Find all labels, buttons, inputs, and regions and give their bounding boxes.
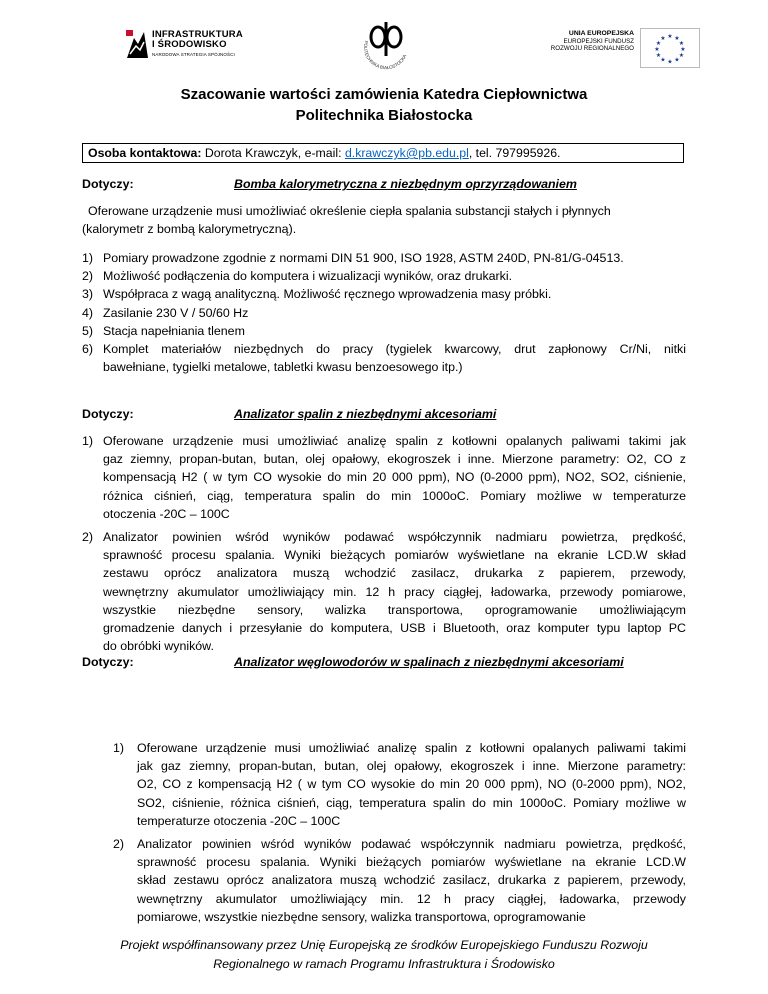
contact-phone: , tel. 797995926.	[468, 146, 561, 160]
list-item-text: Analizator powinien wśród wyników podawać współczynnik nadmiaru powietrza, prędkość,	[103, 530, 686, 544]
list-item-text: jak gaz ziemny, propan-butan, butan, olej opałowy, ekogroszek i inne. Mierzone parametry:	[137, 759, 686, 774]
list-item-number: 2)	[82, 269, 94, 284]
header-logos	[0, 0, 768, 80]
page-title: Szacowanie wartości zamówienia Katedra Ciepłownictwa	[180, 86, 588, 103]
list-item-text: skład zestawu oprócz analizatora muszą wchodzić zasilacz, drukarka z papierem, przewody,	[137, 873, 686, 888]
footer-line-1: Projekt współfinansowany przez Unię Europejską ze środków Europejskiego Funduszu Rozwoju	[120, 938, 648, 952]
contact-box	[82, 143, 684, 163]
svg-text:★: ★	[667, 33, 673, 40]
infrastruktura-subtitle: NARODOWA STRATEGIA SPÓJNOŚCI	[152, 52, 235, 57]
list-item-text: wewnętrzny akumulator umożliwiający min. 12 h pracy ciągłej, ładowarka, przewody pomiarowe,	[103, 584, 686, 599]
list-item-text: różnica ciśnień, ciąg, temperatura spalin do min 1000oC. Pomiary możliwe w temperaturze	[103, 488, 686, 503]
list-item-text: sprawność procesu spalania. Wyniki bieżących pomiarów wyświetlane na ekranie LCD.W	[137, 855, 686, 870]
infrastruktura-logo	[124, 28, 244, 68]
svg-text:★: ★	[655, 52, 662, 59]
list-item-text: Możliwość podłączenia do komputera i wizualizacji wyników, oraz drukarki.	[103, 269, 513, 284]
svg-text:★: ★	[678, 40, 685, 47]
section2-label: Dotyczy:	[82, 407, 134, 421]
list-item-number: 1)	[82, 434, 94, 448]
list-item-number: 3)	[82, 287, 94, 302]
list-item-number: 1)	[82, 251, 94, 265]
list-item-text: otoczenia -20C – 100C	[103, 506, 230, 521]
svg-text:★: ★	[655, 40, 662, 47]
list-item-text: Oferowane urządzenie musi umożliwiać analizę spalin z kotłowni opalanych paliwami takimi	[137, 741, 686, 755]
list-item-number: 4)	[82, 305, 94, 320]
list-item-text: pomiarowe, wszystkie niezbędne sensory, walizka transportowa, oprogramowanie	[137, 909, 586, 924]
page-subtitle: Politechnika Białostocka	[295, 107, 473, 124]
list-item-text: wewnętrzny akumulator umożliwiający min. 12 h pracy ciągłej, ładowarka, przewody	[137, 891, 686, 906]
eu-logo	[540, 28, 700, 68]
politechnika-logo	[356, 18, 416, 76]
list-item-number: 6)	[82, 342, 94, 356]
list-item-text: sprawność procesu spalania. Wyniki bieżących pomiarów wyświetlane na ekranie LCD.W skład	[103, 548, 686, 563]
list-item-text: Analizator powinien wśród wyników podawać współczynnik nadmiaru powietrza, prędkość,	[137, 837, 686, 851]
infrastruktura-emblem-icon	[124, 28, 150, 62]
list-item-text: temperaturze otoczenia -20C – 100C	[137, 813, 341, 828]
svg-text:★: ★	[674, 35, 680, 42]
svg-text:★: ★	[660, 56, 666, 64]
list-item-text: SO2, ciśnienie, różnica ciśnień, ciąg, temperatura spalin do min 1000oC. Pomiary możliwe w	[137, 795, 686, 810]
section2-subject: Analizator spalin z niezbędnymi akcesoriami	[234, 407, 497, 421]
list-item-text: kompensacją H2 ( w tym CO wysokie do min 20 000 ppm), NO (0-2000 ppm), NO2, SO2, ciśnienie,	[103, 470, 686, 485]
svg-text:★: ★	[667, 58, 673, 66]
list-item-text: Stacja napełniania tlenem	[103, 323, 245, 338]
list-item-text: gaz ziemny, propan-butan, butan, olej opałowy, ekogroszek i inne. Mierzone parametry: O2, CO z	[103, 452, 686, 467]
pb-ring-text: POLITECHNIKA BIAŁOSTOCKA	[362, 40, 408, 71]
list-item-text: Komplet materiałów niezbędnych do pracy (tygielek kwarcowy, drut zapłonowy Cr/Ni, nitki	[103, 342, 686, 356]
list-item-text: Oferowane urządzenie musi umożliwiać analizę spalin z kotłowni opalanych paliwami takimi jak	[103, 434, 686, 448]
section3-label: Dotyczy:	[82, 655, 134, 669]
svg-text:★: ★	[674, 56, 680, 64]
section1-intro-1: Oferowane urządzenie musi umożliwiać określenie ciepła spalania substancji stałych i płynnych	[88, 204, 611, 218]
svg-text:★: ★	[678, 52, 685, 59]
list-item-number: 5)	[82, 323, 94, 338]
list-item-text: Pomiary prowadzone zgodnie z normami DIN 51 900, ISO 1928, ASTM 240D, PN-81/G-04513.	[103, 251, 624, 265]
eu-text: UNIA EUROPEJSKA EUROPEJSKI FUNDUSZ ROZWOJU REGIONALNEGO	[550, 30, 634, 53]
contact-label: Osoba kontaktowa:	[88, 146, 202, 160]
footer-line-2: Regionalnego w ramach Programu Infrastruktura i Środowisko	[213, 957, 555, 971]
list-item-text: zestawu oprócz analizatora muszą wchodzić zasilacz, drukarka z papierem, przewody,	[103, 566, 686, 581]
list-item-number: 1)	[113, 741, 125, 755]
infrastruktura-title: INFRASTRUKTURA I ŚRODOWISKO	[152, 29, 243, 50]
svg-text:★: ★	[654, 46, 660, 53]
list-item-text: wszystkie niezbędne sensory, walizka transportowa, oprogramowanie umożliwiającym	[103, 602, 686, 617]
eu-flag-icon	[640, 28, 700, 68]
svg-text:★: ★	[680, 46, 686, 53]
section1-subject: Bomba kalorymetryczna z niezbędnym oprzyrządowaniem	[234, 177, 577, 191]
list-item-text: Współpraca z wagą analityczną. Możliwość ręcznego wprowadzenia masy próbki.	[103, 287, 552, 302]
list-item-text: Zasilanie 230 V / 50/60 Hz	[103, 305, 249, 320]
list-item-text: O2, CO z kompensacją H2 ( w tym CO wysokie do min 20 000 ppm), NO (0-2000 ppm), NO2,	[137, 777, 686, 792]
contact-email-link[interactable]: d.krawczyk@pb.edu.pl	[344, 146, 469, 160]
section1-label: Dotyczy:	[82, 177, 134, 191]
list-item-number: 2)	[113, 837, 125, 851]
list-item-text: do obróbki wyników.	[103, 639, 214, 654]
list-item-text: bawełniane, tygielki metalowe, tabletki kwasu benzoesowego itp.)	[103, 360, 463, 375]
section3-subject: Analizator węglowodorów w spalinach z niezbędnymi akcesoriami	[234, 655, 624, 669]
list-item-text: gromadzenie danych i przesyłanie do komputera, USB i Bluetooth, oraz komputer typu laptop PC	[103, 621, 686, 635]
contact-text: Dorota Krawczyk, e-mail:	[201, 146, 345, 160]
svg-text:★: ★	[660, 35, 666, 42]
section1-intro-2: (kalorymetr z bombą kalorymetryczną).	[82, 222, 297, 236]
list-item-number: 2)	[82, 530, 94, 544]
